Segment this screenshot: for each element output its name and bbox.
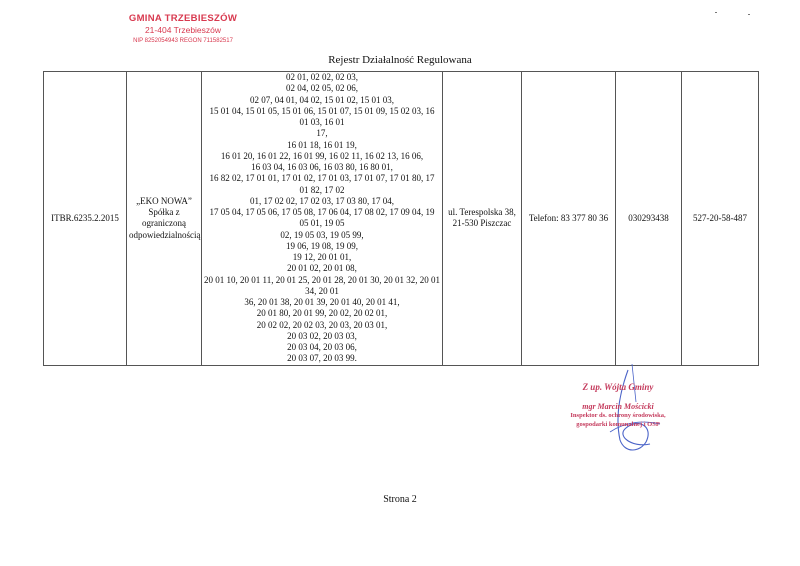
- phone-cell: Telefon: 83 377 80 36: [522, 72, 616, 366]
- scan-speck: [748, 14, 750, 15]
- table-row: [44, 72, 759, 366]
- company-name-cell: „EKO NOWA” Spółka z ograniczoną odpowiedzialnością: [127, 72, 202, 366]
- municipality-stamp: [118, 13, 248, 44]
- waste-code-line: 20 02 02, 20 02 03, 20 03, 20 03 01,: [256, 319, 388, 330]
- signature-block: [548, 382, 688, 428]
- waste-code-line: 19 12, 20 01 01,: [292, 252, 352, 262]
- waste-code-line: 16 03 04, 16 03 06, 16 03 80, 16 80 01,: [251, 162, 393, 172]
- waste-code-line: 16 01 20, 16 01 22, 16 01 99, 16 02 11, 16 02 13, 16 06,: [220, 150, 424, 161]
- waste-code-line: 20 03 02, 20 03 03,: [287, 330, 357, 341]
- signature-role-1: Inspektor ds. ochrony środowiska,: [570, 412, 666, 419]
- waste-code-line: 02, 19 05 03, 19 05 99,: [280, 229, 364, 240]
- waste-code-line: 16 82 02, 17 01 01, 17 01 02, 17 01 03, 17 01 07, 17 01 80, 17 01 82, 17 02: [209, 173, 435, 195]
- page-number: Strona 2: [383, 494, 417, 505]
- scan-speck: [715, 12, 717, 13]
- address-cell: ul. Terespolska 38, 21-530 Piszczac: [443, 72, 522, 366]
- registry-number-cell: ITBR.6235.2.2015: [44, 72, 127, 366]
- regon-cell: 030293438: [616, 72, 682, 366]
- waste-code-line: 20 01 02, 20 01 08,: [287, 263, 357, 274]
- waste-code-line: 20 01 80, 20 01 99, 20 02, 20 02 01,: [256, 308, 388, 319]
- waste-code-line: 20 03 04, 20 03 06,: [287, 342, 357, 352]
- waste-code-line: 02 07, 04 01, 04 02, 15 01 02, 15 01 03,: [250, 94, 394, 105]
- nip-cell: 527-20-58-487: [682, 72, 759, 366]
- waste-code-line: 17,: [316, 128, 328, 139]
- waste-codes-list: [204, 72, 440, 365]
- registry-table: [43, 71, 759, 366]
- waste-code-line: 19 06, 19 08, 19 09,: [286, 240, 358, 251]
- waste-code-line: 02 04, 02 05, 02 06,: [286, 83, 358, 94]
- stamp-ids: NIP 8252054943 REGON 711582517: [133, 38, 233, 44]
- waste-code-line: 20 01 10, 20 01 11, 20 01 25, 20 01 28, 20 01 30, 20 01 32, 20 01 34, 20 01: [204, 274, 440, 296]
- waste-code-line: 15 01 04, 15 01 05, 15 01 06, 15 01 07, 15 01 09, 15 02 03, 16 01 03, 16 01: [209, 105, 435, 127]
- signature-role-2: gospodarki komunalnej i OSP: [576, 420, 660, 428]
- signature-name: mgr Marcin Mościcki: [582, 402, 654, 411]
- signature-heading: Z up. Wójta Gminy: [582, 382, 654, 392]
- waste-code-line: 17 05 04, 17 05 06, 17 05 08, 17 06 04, 17 08 02, 17 09 04, 19 05 01, 19 05: [209, 207, 435, 229]
- waste-code-line: 02 01, 02 02, 02 03,: [286, 72, 358, 82]
- waste-code-line: 20 03 07, 20 03 99.: [287, 353, 357, 364]
- page-title: Rejestr Działalność Regulowana: [328, 54, 472, 66]
- stamp-address: 21-404 Trzebieszów: [144, 25, 222, 35]
- waste-code-line: 01, 17 02 02, 17 02 03, 17 03 80, 17 04,: [250, 195, 394, 206]
- waste-code-line: 36, 20 01 38, 20 01 39, 20 01 40, 20 01 41,: [244, 297, 400, 307]
- waste-codes-cell: [202, 72, 443, 366]
- stamp-name: GMINA TRZEBIESZÓW: [128, 13, 238, 24]
- waste-code-line: 16 01 18, 16 01 19,: [287, 139, 357, 150]
